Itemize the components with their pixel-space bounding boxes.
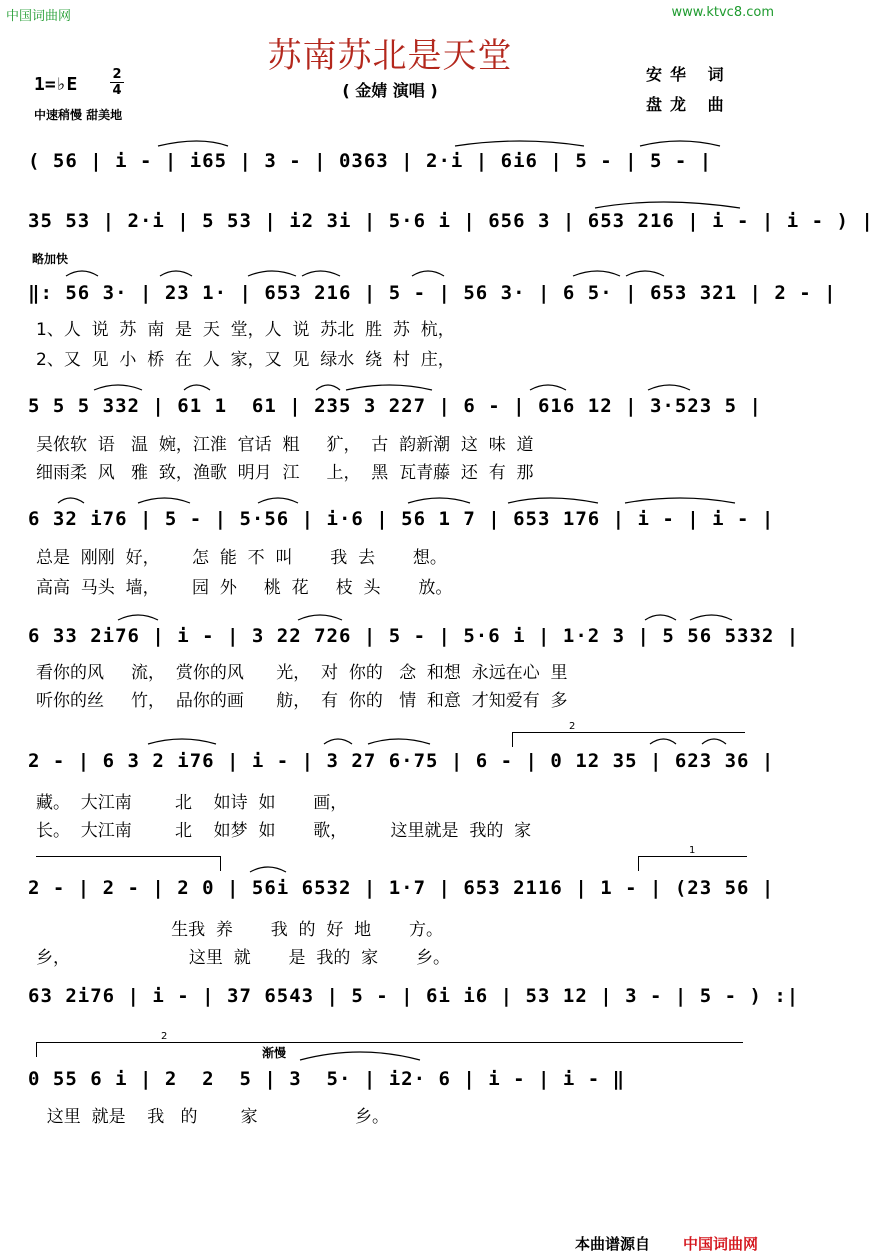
lyric-line-4: 细雨柔 风 雅 致，渔歌 明月 江 上， 黑 瓦青藤 还 有 那 xyxy=(36,463,534,483)
score-line-10: 0 55 6 i | 2 2 5 | 3 5· | i2· 6 | i - | i - ‖ xyxy=(28,1068,626,1090)
singer-credit: ( 金婧 演唱 ) xyxy=(342,81,438,100)
lyric-line-9: 藏。 大江南 北 如诗 如 画， xyxy=(36,793,348,813)
volta-number: 2 xyxy=(161,1031,168,1042)
lyric-line-2: 2、又 见 小 桥 在 人 家，又 见 绿水 绕 村 庄， xyxy=(36,350,455,370)
time-signature-bottom: 4 xyxy=(112,83,122,98)
composer-credit: 盘龙 曲 xyxy=(646,95,732,114)
score-line-4: 5 5 5 332 | 61 1 61 | 235 3 227 | 6 - | 616 12 | 3·523 5 | xyxy=(28,395,762,417)
lyric-line-13: 这里 就是 我 的 家 乡。 xyxy=(36,1107,389,1127)
volta-number: 2 xyxy=(569,721,576,732)
score-line-5: 6 32 i76 | 5 - | 5·56 | i·6 | 56 1 7 | 653 176 | i - | i - | xyxy=(28,508,775,530)
ritard-marking: 渐慢 xyxy=(262,1046,287,1060)
watermark-right: www.ktvc8.com xyxy=(671,5,774,20)
lyric-line-10: 长。 大江南 北 如梦 如 歌， 这里就是 我的 家 xyxy=(36,821,532,841)
volta-number: 1 xyxy=(689,845,696,856)
score-line-3: ‖: 56 3· | 23 1· | 653 216 | 5 - | 56 3· | 6 5· | 653 321 | 2 - | xyxy=(28,282,837,304)
lyric-line-8: 听你的丝 竹， 品你的画 舫， 有 你的 情 和意 才知爱有 多 xyxy=(36,691,568,711)
source-label: 本曲谱源自 xyxy=(575,1235,651,1253)
tempo-marking: 中速稍慢 甜美地 xyxy=(34,108,123,122)
lyric-line-11: 生我 养 我 的 好 地 方。 xyxy=(36,920,443,940)
lyric-line-3: 吴侬软 语 温 婉，江淮 官话 粗 犷， 古 韵新潮 这 味 道 xyxy=(36,435,534,455)
score-line-7: 2 - | 6 3 2 i76 | i - | 3 27 6·75 | 6 - | 0 12 35 | 623 36 | xyxy=(28,750,775,772)
score-line-9: 63 2i76 | i - | 37 6543 | 5 - | 6i i6 | 53 12 | 3 - | 5 - ) :| xyxy=(28,985,800,1007)
score-line-8: 2 - | 2 - | 2 0 | 56i 6532 | 1·7 | 653 2116 | 1 - | (23 56 | xyxy=(28,877,775,899)
lyric-line-1: 1、人 说 苏 南 是 天 堂，人 说 苏北 胜 苏 杭， xyxy=(36,320,455,340)
lyric-line-12: 乡， 这里 就 是 我的 家 乡。 xyxy=(36,948,450,968)
key-signature: 1=♭E xyxy=(34,74,78,95)
lyric-line-7: 看你的风 流， 赏你的风 光， 对 你的 念 和想 永远在心 里 xyxy=(36,663,568,683)
source-site: 中国词曲网 xyxy=(683,1235,759,1253)
lyric-line-6: 高高 马头 墙， 园 外 桃 花 枝 头 放。 xyxy=(36,578,453,598)
score-line-6: 6 33 2i76 | i - | 3 22 726 | 5 - | 5·6 i | 1·2 3 | 5 56 5332 | xyxy=(28,625,800,647)
faster-marking: 略加快 xyxy=(32,252,69,266)
score-line-1: ( 56 | i - | i65 | 3 - | 0363 | 2·i | 6i6 | 5 - | 5 - | xyxy=(28,150,713,172)
song-title: 苏南苏北是天堂 xyxy=(267,36,513,76)
lyric-line-5: 总是 刚刚 好， 怎 能 不 叫 我 去 想。 xyxy=(36,548,447,568)
watermark-left: 中国词曲网 xyxy=(6,9,72,24)
score-line-2: 35 53 | 2·i | 5 53 | i2 3i | 5·6 i | 656 3 | 653 216 | i - | i - ) | xyxy=(28,210,874,232)
lyricist-credit: 安华 词 xyxy=(646,65,732,84)
time-signature-top: 2 xyxy=(112,67,122,82)
